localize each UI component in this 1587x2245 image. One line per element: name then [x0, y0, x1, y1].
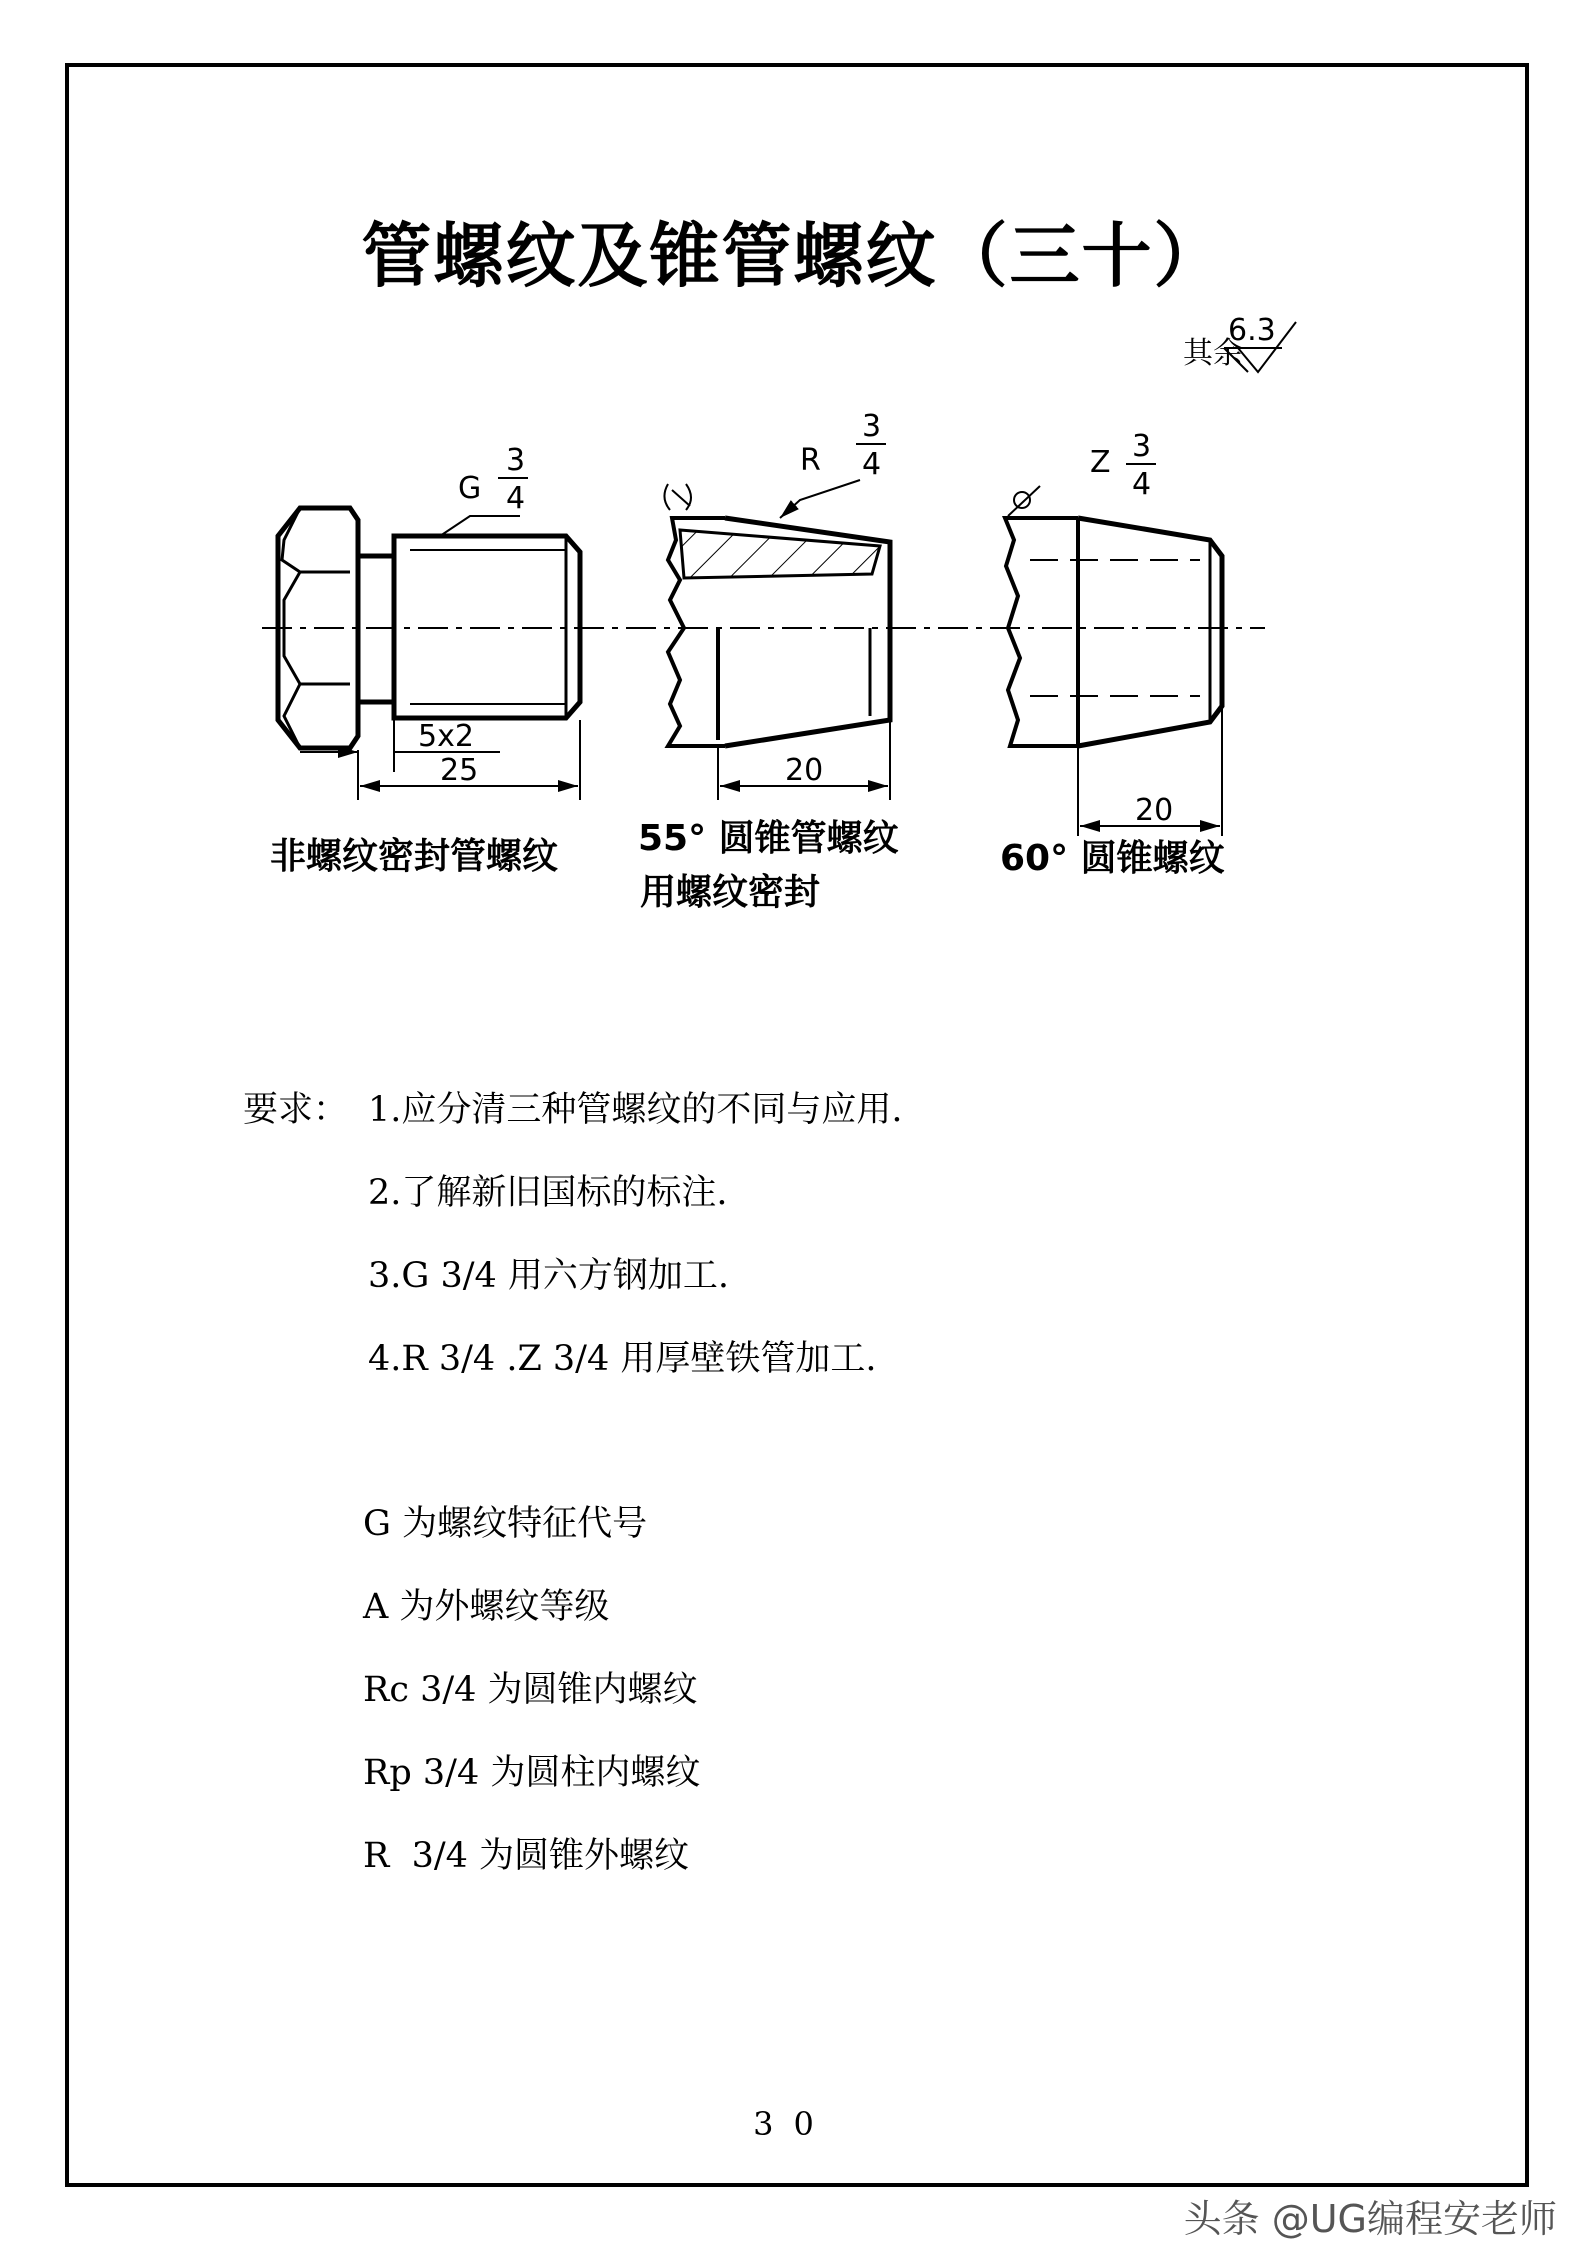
requirements-label: 要求：: [243, 1090, 349, 1130]
part2-denom: 4: [862, 447, 882, 482]
note-item-5: R 3/4 为圆锥外螺纹: [363, 1836, 690, 1876]
watermark: 头条 @UG编程安老师: [1183, 2197, 1557, 2241]
part2-numer: 3: [862, 409, 882, 444]
part1-numer: 3: [506, 443, 526, 478]
requirement-item-3: 3.G 3/4 用六方钢加工.: [368, 1256, 730, 1296]
part1-denom: 4: [506, 481, 526, 516]
requirement-item-2: 2.了解新旧国标的标注.: [368, 1173, 728, 1213]
part1-dim-groove: 5x2: [418, 719, 474, 754]
roughness-label: 其余: [1183, 336, 1243, 371]
requirement-item-1: 1.应分清三种管螺纹的不同与应用.: [368, 1090, 903, 1130]
part1-caption: 非螺纹密封管螺纹: [270, 836, 559, 877]
requirement-item-4: 4.R 3/4 .Z 3/4 用厚壁铁管加工.: [368, 1339, 877, 1379]
part1-code: G: [458, 471, 482, 506]
part2-caption-line2: 用螺纹密封: [640, 872, 821, 913]
note-item-2: A 为外螺纹等级: [363, 1587, 610, 1627]
part2-code: R: [800, 443, 821, 478]
part3-z-thread: [1000, 429, 1225, 879]
part2-caption-line1: 55° 圆锥管螺纹: [638, 818, 899, 859]
page-title: 管螺纹及锥管螺纹（三十）: [361, 214, 1226, 297]
page-number: 30: [753, 2105, 834, 2143]
part3-dim-length: 20: [1135, 793, 1174, 828]
part2-r-thread: [638, 409, 899, 913]
part1-g-thread: [270, 443, 580, 877]
part1-dim-length: 25: [440, 753, 479, 788]
note-item-3: Rc 3/4 为圆锥内螺纹: [363, 1670, 698, 1710]
part2-dim-length: 20: [785, 753, 824, 788]
note-item-4: Rp 3/4 为圆柱内螺纹: [363, 1753, 701, 1793]
part3-caption: 60° 圆锥螺纹: [1000, 838, 1225, 879]
note-item-1: G 为螺纹特征代号: [363, 1504, 648, 1544]
roughness-symbol: [1183, 313, 1296, 372]
part3-denom: 4: [1132, 467, 1152, 502]
roughness-value: 6.3: [1228, 313, 1276, 348]
part3-numer: 3: [1132, 429, 1152, 464]
part3-code: Z: [1090, 445, 1111, 480]
